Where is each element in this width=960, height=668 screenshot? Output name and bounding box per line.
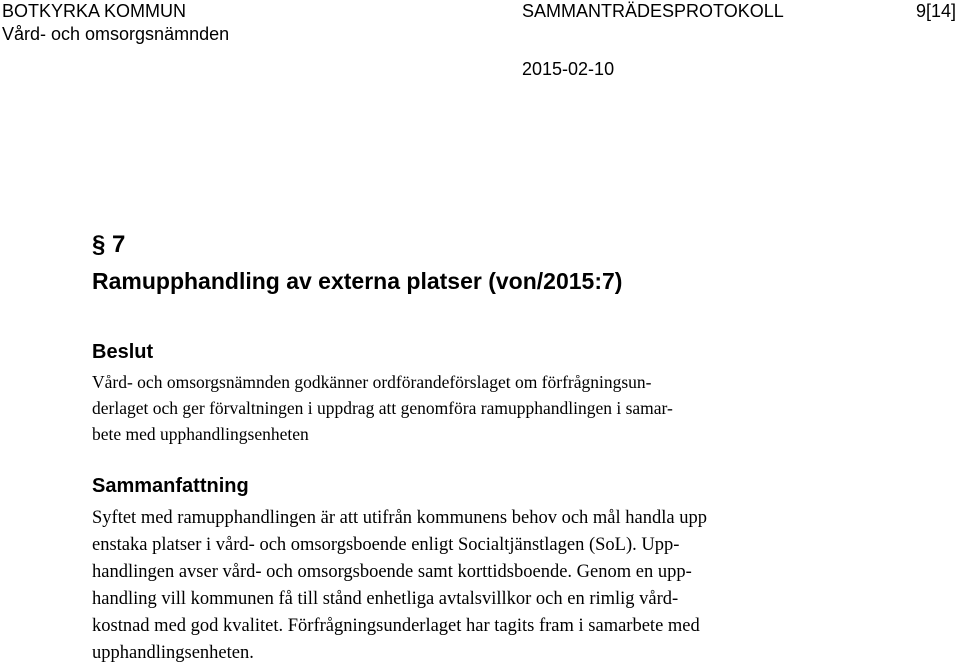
meeting-date: 2015-02-10 xyxy=(522,59,615,79)
paragraph-line: handling vill kommunen få till stånd enhetliga avtalsvillkor och en rimlig vård- xyxy=(92,589,679,609)
paragraph-line: derlaget och ger förvaltningen i uppdrag att genomföra ramupphandlingen i samar- xyxy=(92,398,673,418)
section-title: Ramupphandling av externa platser (von/2015:7) xyxy=(92,268,623,294)
organization-name: BOTKYRKA KOMMUN xyxy=(2,1,187,21)
beslut-paragraph xyxy=(92,369,673,447)
committee-name: Vård- och omsorgsnämnden xyxy=(2,24,230,44)
paragraph-line: Vård- och omsorgsnämnden godkänner ordförandeförslaget om förfrågningsun- xyxy=(92,372,652,392)
sammanfattning-paragraph xyxy=(92,505,707,667)
beslut-heading: Beslut xyxy=(92,341,154,363)
paragraph-line: handlingen avser vård- och omsorgsboende samt korttidsboende. Genom en upp- xyxy=(92,562,692,582)
document-type: SAMMANTRÄDESPROTOKOLL xyxy=(522,1,784,21)
paragraph-line: Syftet med ramupphandlingen är att utifrån kommunens behov och mål handla upp xyxy=(92,508,707,528)
paragraph-line: kostnad med god kvalitet. Förfrågningsunderlaget har tagits fram i samarbete med xyxy=(92,616,700,636)
paragraph-line: enstaka platser i vård- och omsorgsboende enligt Socialtjänstlagen (SoL). Upp- xyxy=(92,535,680,555)
section-number: § 7 xyxy=(92,231,126,258)
sammanfattning-heading: Sammanfattning xyxy=(92,475,249,497)
page-number: 9[14] xyxy=(915,1,956,21)
paragraph-line: bete med upphandlingsenheten xyxy=(92,424,309,444)
paragraph-line: upphandlingsenheten. xyxy=(92,643,254,663)
